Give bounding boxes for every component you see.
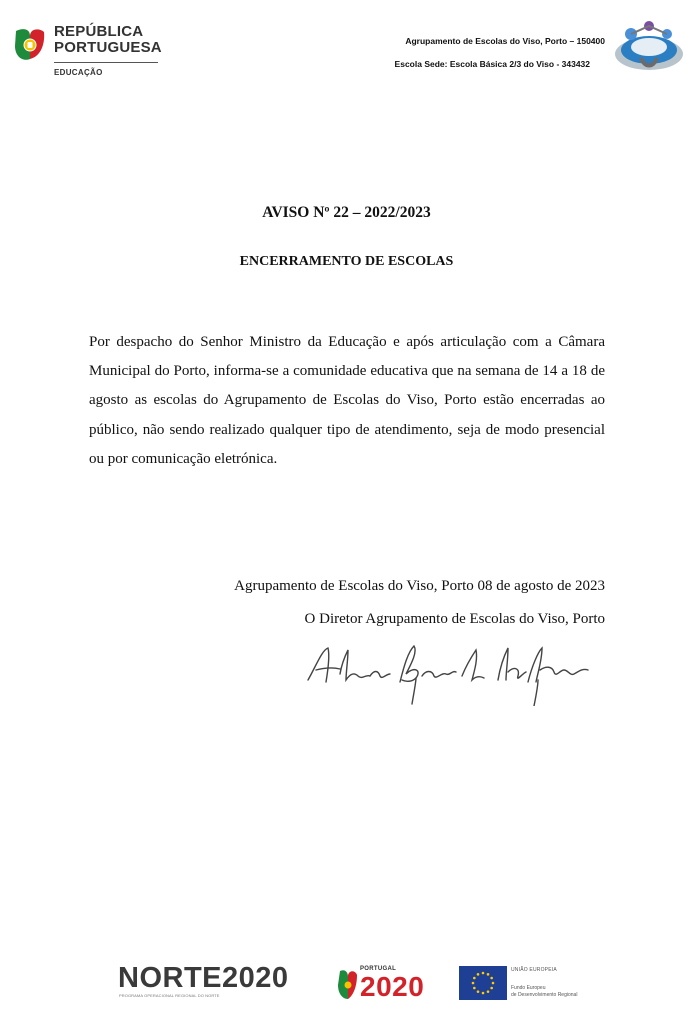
eu-star: [487, 990, 490, 993]
school-logo-icon: [611, 14, 687, 80]
eu-star: [492, 982, 495, 985]
portugal-flag-icon: [336, 969, 358, 1001]
eu-star: [482, 992, 485, 995]
portugal-year: 2020: [360, 971, 425, 1002]
gov-line1: REPÚBLICA: [54, 23, 144, 40]
gov-line2: PORTUGUESA: [54, 39, 162, 56]
school-name-line: Agrupamento de Escolas do Viso, Porto – 150400: [405, 36, 605, 46]
eu-star: [482, 972, 485, 975]
eu-star: [490, 977, 493, 980]
portugal-label: PORTUGAL: [360, 966, 397, 972]
norte-subtitle: PROGRAMA OPERACIONAL REGIONAL DO NORTE: [119, 993, 220, 998]
place-and-date: Agrupamento de Escolas do Viso, Porto 08 de agosto de 2023: [234, 578, 605, 594]
signatory-role: O Diretor Agrupamento de Escolas do Viso, Porto: [304, 611, 605, 627]
eu-star: [473, 977, 476, 980]
eu-star: [487, 973, 490, 976]
eu-star: [477, 990, 480, 993]
eu-fund-line2: de Desenvolvimento Regional: [511, 992, 578, 998]
eu-feder-logo: [459, 966, 599, 1002]
school-seat-line: Escola Sede: Escola Básica 2/3 do Viso - 343432: [394, 59, 590, 69]
eu-star: [472, 982, 475, 985]
portugal2020-logo: [336, 966, 442, 1006]
norte2020-logo: [118, 963, 318, 1003]
eu-fund-line1: Fundo Europeu: [511, 985, 546, 991]
gov-ministry: EDUCAÇÃO: [54, 68, 103, 77]
portuguese-emblem-icon: [12, 28, 46, 62]
norte-word: NORTE: [118, 962, 222, 994]
eu-label: UNIÃO EUROPEIA: [511, 967, 557, 973]
notice-title: AVISO Nº 22 – 2022/2023: [262, 204, 431, 221]
eu-star: [490, 987, 493, 990]
eu-star: [473, 987, 476, 990]
handwritten-signature: [302, 636, 592, 706]
eu-star: [477, 973, 480, 976]
norte-year: 2020: [222, 962, 289, 994]
notice-subtitle: ENCERRAMENTO DE ESCOLAS: [239, 254, 454, 269]
republica-portuguesa-logo: [12, 22, 162, 82]
gov-divider: [54, 62, 158, 63]
notice-body: Por despacho do Senhor Ministro da Educação e após articulação com a Câmara Municipal do Porto, informa-se a comunidade educativa que na semana de 14 a 18 de agosto as escolas do Agrupamento de Escolas do Viso, Porto estão encerradas ao público, não sendo realizado qualquer tipo de atendimento, seja de modo presencial ou por comunicação eletrónica.: [89, 334, 605, 467]
eu-flag-icon: [459, 966, 507, 1000]
